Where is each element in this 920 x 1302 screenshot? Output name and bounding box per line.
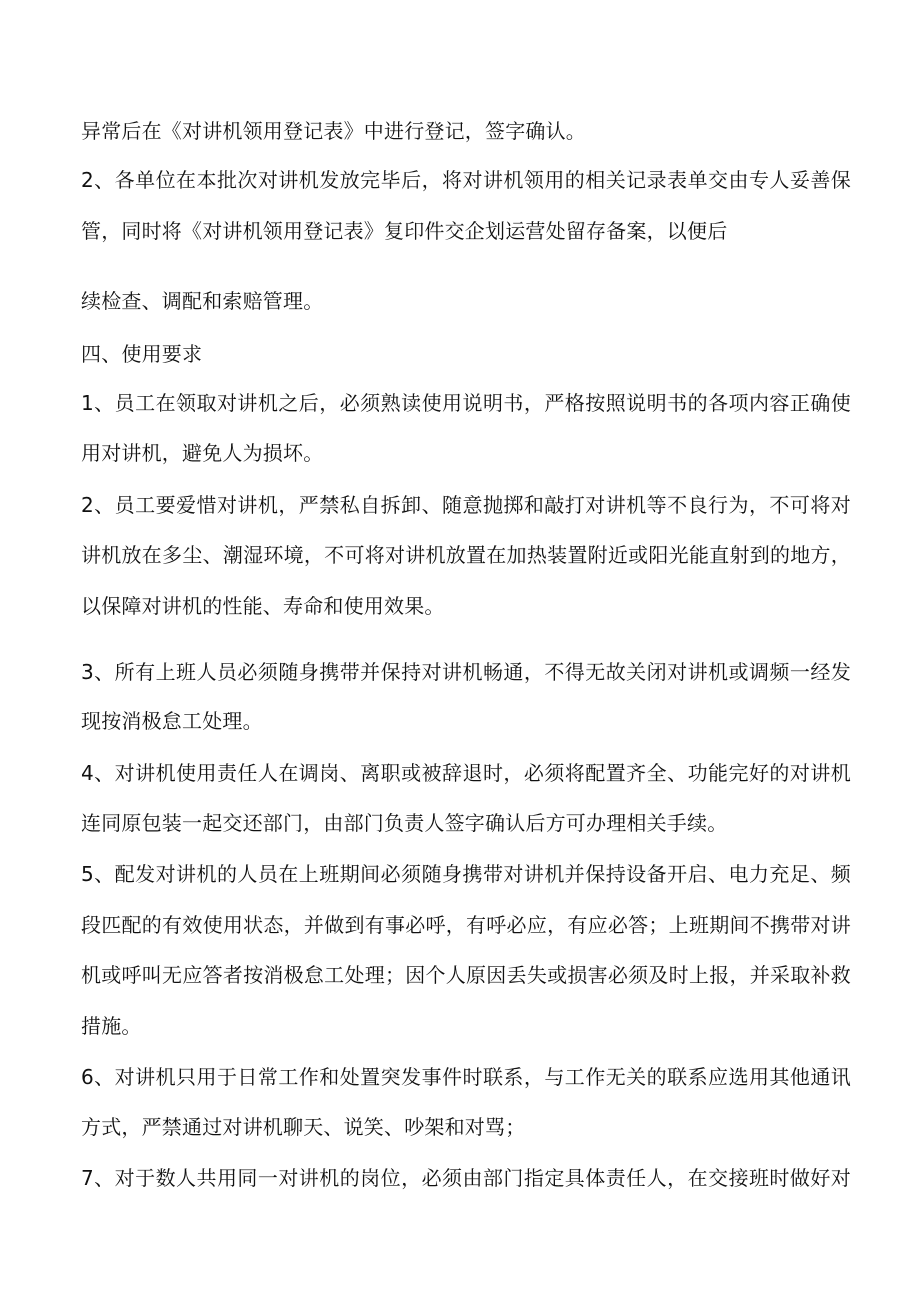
text-line-18: 措施。 <box>81 1014 142 1038</box>
text-line-4: 续检查、调配和索赔管理。 <box>81 289 324 313</box>
text-line-19: 6、对讲机只用于日常工作和处置突发事件时联系，与工作无关的联系应选用其他通讯 <box>81 1065 851 1089</box>
text-line-10: 以保障对讲机的性能、寿命和使用效果。 <box>81 594 445 618</box>
text-line-15: 5、配发对讲机的人员在上班期间必须随身携带对讲机并保持设备开启、电力充足、频 <box>81 862 851 886</box>
text-line-2: 2、各单位在本批次对讲机发放完毕后，将对讲机领用的相关记录表单交由专人妥善保 <box>81 168 851 192</box>
text-line-20: 方式，严禁通过对讲机聊天、说笑、吵架和对骂； <box>81 1115 526 1139</box>
text-line-9: 讲机放在多尘、潮湿环境，不可将对讲机放置在加热装置附近或阳光能直射到的地方， <box>81 543 851 567</box>
section-heading-usage-requirements: 四、使用要求 <box>81 342 203 366</box>
text-line-1: 异常后在《对讲机领用登记表》中进行登记，签字确认。 <box>81 119 586 143</box>
text-line-8: 2、员工要爱惜对讲机，严禁私自拆卸、随意抛掷和敲打对讲机等不良行为，不可将对 <box>81 493 851 517</box>
text-line-14: 连同原包装一起交还部门，由部门负责人签字确认后方可办理相关手续。 <box>81 811 728 835</box>
text-line-6: 1、员工在领取对讲机之后，必须熟读使用说明书，严格按照说明书的各项内容正确使 <box>81 391 851 415</box>
text-line-11: 3、所有上班人员必须随身携带并保持对讲机畅通，不得无故关闭对讲机或调频一经发 <box>81 660 851 684</box>
text-line-3: 管，同时将《对讲机领用登记表》复印件交企划运营处留存备案，以便后 <box>81 219 728 243</box>
text-line-7: 用对讲机，避免人为损坏。 <box>81 441 324 465</box>
text-line-13: 4、对讲机使用责任人在调岗、离职或被辞退时，必须将配置齐全、功能完好的对讲机 <box>81 761 851 785</box>
text-line-12: 现按消极怠工处理。 <box>81 709 263 733</box>
text-line-16: 段匹配的有效使用状态，并做到有事必呼，有呼必应，有应必答；上班期间不携带对讲 <box>81 913 851 937</box>
text-line-17: 机或呼叫无应答者按消极怠工处理；因个人原因丢失或损害必须及时上报，并采取补救 <box>81 963 851 987</box>
text-line-21: 7、对于数人共用同一对讲机的岗位，必须由部门指定具体责任人，在交接班时做好对 <box>81 1166 851 1190</box>
